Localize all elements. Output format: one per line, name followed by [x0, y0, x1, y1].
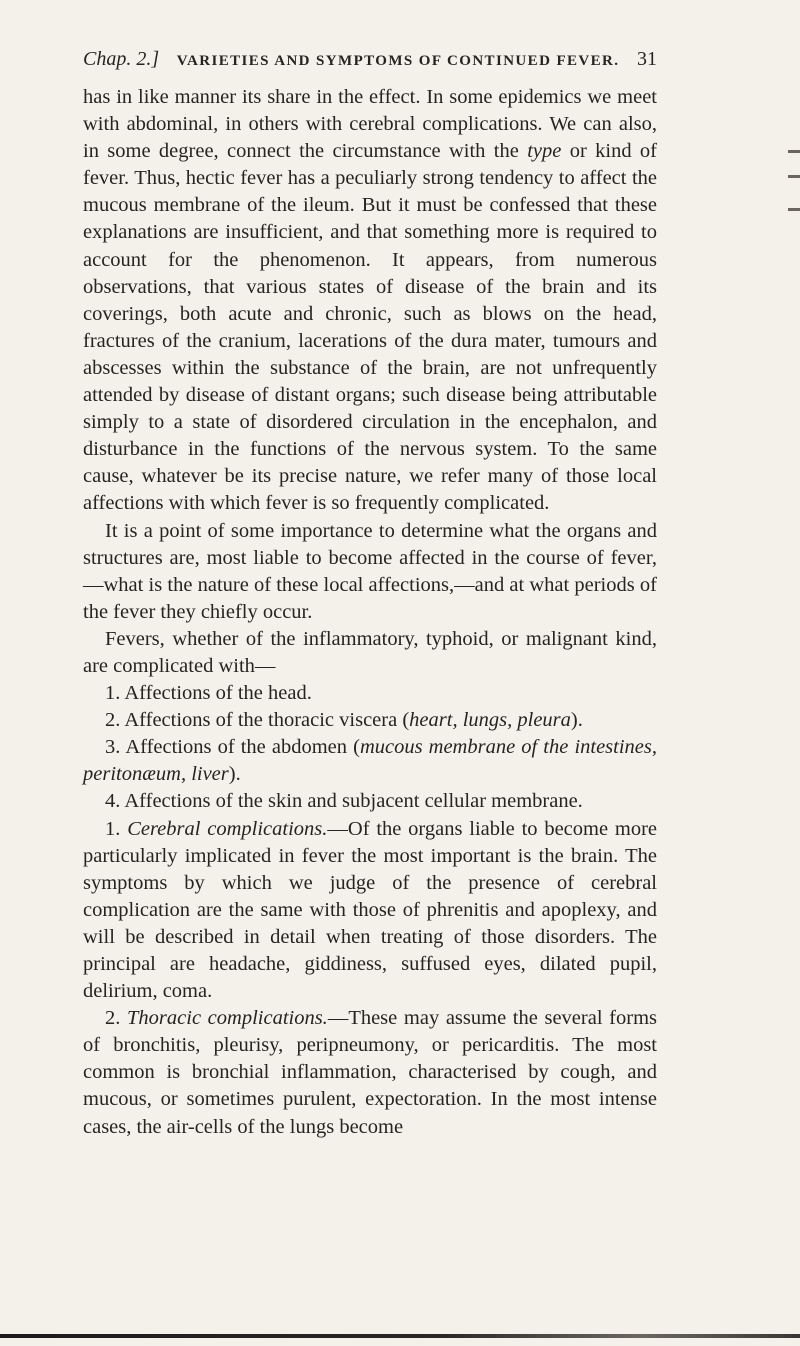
list-text: ).	[228, 763, 241, 786]
list-text: 2. Affections of the thoracic viscera (	[105, 709, 410, 732]
italic-text: heart, lungs, pleura	[409, 709, 571, 732]
page-edge-mark	[788, 175, 800, 178]
paragraph: It is a point of some importance to determine what the organs and structures are, most liable to become affected in the course of fever,—what is the nature of these local affections,—and at what periods of the fever they chiefly occur.	[83, 519, 657, 623]
bottom-rule	[0, 1334, 800, 1338]
section-text: —These may assume the several forms of bronchitis, pleurisy, peripneumony, or pericarditis. The most common is bronchial inflammation, characterised by cough, and mucous, or sometimes purulent, expectoration. In the most intense cases, the air-cells of the lungs become	[83, 1007, 657, 1138]
page-number: 31	[637, 48, 657, 70]
paragraph	[83, 84, 657, 518]
section-cerebral	[83, 816, 657, 1006]
paragraph-text: or kind of fever. Thus, hectic fever has a peculiarly strong tendency to affect the mucous membrane of the ileum. But it must be confessed that these explanations are insufficient, and that something more is required to account for the phenomenon. It appears, from numerous observations, that various states of disease of the brain and its coverings, both acute and chronic, such as blows on the head, fractures of the cranium, lacerations of the dura mater, tumours and abscesses within the substance of the brain, are not unfrequently attended by disease of distant organs; such disease being attributable simply to a state of disordered circulation in the encephalon, and disturbance in the functions of the nervous system. To the same cause, whatever be its precise nature, we refer many of those local affections with which fever is so frequently complicated.	[83, 140, 657, 515]
list-text: ).	[570, 709, 583, 732]
list-item: 4. Affections of the skin and subjacent cellular membrane.	[105, 790, 583, 813]
italic-text: mucous membrane of the intestines, peritonæum, liver	[83, 736, 658, 786]
section-title: Cerebral complications.	[127, 817, 328, 840]
italic-text: type	[527, 140, 562, 163]
running-title: VARIETIES AND SYMPTOMS OF CONTINUED FEVER.	[176, 53, 620, 69]
section-thoracic	[83, 1005, 657, 1140]
list-item	[83, 707, 657, 734]
page-body	[83, 84, 657, 1141]
paragraph-text: has in like manner its share in the effect. In some epidemics we meet with abdominal, in others with cerebral complications. We can also, in some degree, connect the circumstance with the	[83, 86, 657, 163]
list-item: 1. Affections of the head.	[105, 682, 312, 705]
page-edge-mark	[788, 208, 800, 211]
paragraph: Fevers, whether of the inflammatory, typhoid, or malignant kind, are complicated with—	[83, 627, 657, 677]
chapter-marker: Chap. 2.]	[83, 48, 160, 70]
section-text: —Of the organs liable to become more particularly implicated in fever the most important is the brain. The symptoms by which we judge of the presence of cerebral complication are the same with those of phrenitis and apoplexy, and will be described in detail when treating of those disorders. The principal are headache, giddiness, suffused eyes, dilated pupil, delirium, coma.	[83, 817, 657, 1003]
list-text: 3. Affections of the abdomen (	[105, 736, 360, 759]
list-item	[83, 734, 657, 788]
section-number: 2.	[105, 1007, 128, 1030]
section-title: Thoracic complications.	[127, 1007, 328, 1030]
section-number: 1.	[105, 817, 128, 840]
page-header	[83, 46, 657, 74]
page-edge-mark	[788, 150, 800, 153]
